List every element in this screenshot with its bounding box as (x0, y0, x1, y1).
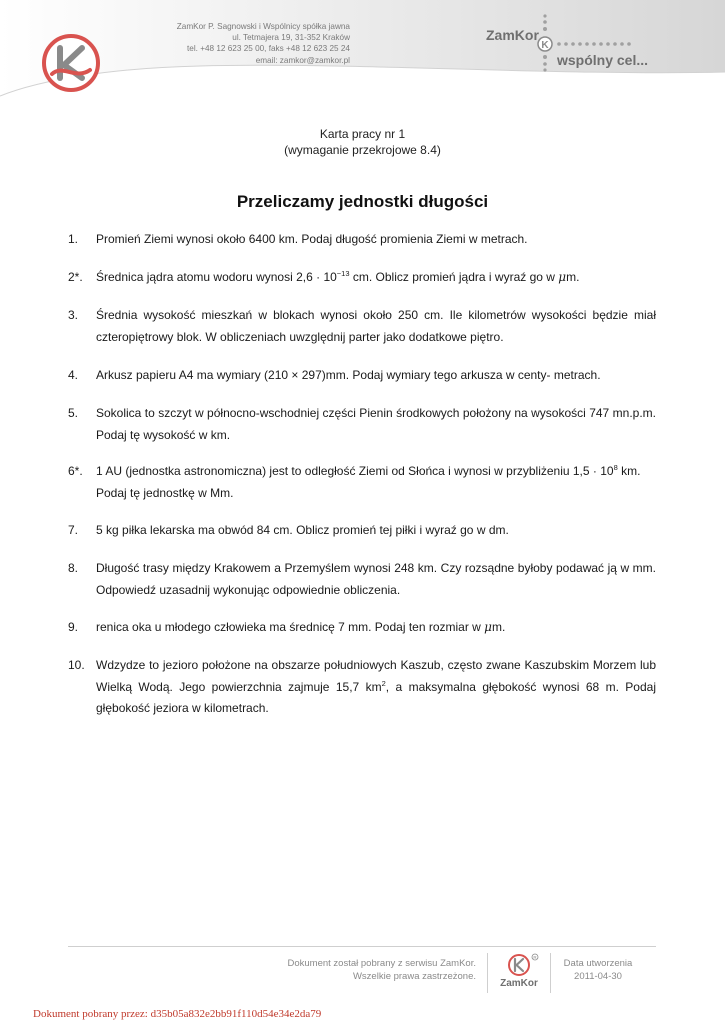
task-item (68, 520, 656, 542)
worksheet-number: Karta pracy nr 1 (319, 127, 406, 141)
company-name: ZamKor P. Sagnowski i Wspólnicy spółka jawna (176, 22, 350, 31)
task-text-part: Wdzydze to jezioro położone na obszarze południowych Kaszub, często zwane Kaszubskim Morzem lub Wielką Wodą. Jego powierzchnia zajmuje 15,7 km (96, 658, 656, 694)
task-item (68, 365, 656, 387)
micro-symbol: μ (558, 270, 567, 284)
zamkor-logo-icon (42, 34, 100, 92)
creation-date-value: 2011-04-30 (574, 971, 622, 982)
task-number: 7. (68, 523, 79, 537)
task-number: 9. (68, 620, 79, 634)
brand-slogan: wspólny cel... (557, 52, 649, 68)
task-text: Sokolica to szczyt w północno-wschodniej części Pienin środkowych położony na wysokości 747 mn.p.m. Podaj tę wysokość w km. (96, 406, 656, 442)
micro-symbol: μ (484, 620, 492, 634)
task-text (96, 655, 656, 720)
brand-block (486, 14, 686, 84)
task-text: Promień Ziemi wynosi około 6400 km. Podaj długość promienia Ziemi w metrach. (96, 232, 528, 246)
company-phone: tel. +48 12 623 25 00, faks +48 12 623 25 24 (187, 44, 350, 54)
brand-name: ZamKor (486, 27, 539, 43)
task-item (68, 461, 656, 504)
task-text (96, 461, 656, 504)
task-item (68, 655, 656, 720)
svg-text:R: R (533, 954, 537, 960)
task-number: 4. (68, 368, 79, 382)
task-text-part: Średnica jądra atomu wodoru wynosi 2,6 · 10 (96, 270, 337, 284)
download-watermark: Dokument pobrany przez: d35b05a832e2bb91f110d54e34e2da79 (33, 1008, 322, 1020)
task-item (68, 403, 656, 446)
exponent: 2 (381, 678, 386, 688)
creation-date-label: Data utworzenia (563, 958, 633, 969)
footer-logo-text: ZamKor (500, 978, 538, 989)
task-text-part: cm. Oblicz promień jądra i wyraź go w (349, 270, 559, 284)
exponent: 8 (613, 463, 618, 472)
footer-rights-text: Wszelkie prawa zastrzeżone. (352, 971, 476, 982)
task-item (68, 617, 656, 639)
task-item (68, 229, 656, 251)
svg-text:K: K (541, 40, 549, 51)
task-text (96, 617, 656, 639)
task-number: 1. (68, 232, 79, 246)
task-text: Arkusz papieru A4 ma wymiary (210 × 297)mm. Podaj wymiary tego arkusza w centy- metrach. (96, 368, 601, 382)
exponent: −13 (336, 269, 350, 278)
task-number: 3. (68, 308, 79, 322)
task-text-part: 1 AU (jednostka astronomiczna) jest to odległość Ziemi od Słońca i wynosi w przybliżeniu 1,5 · 10 (96, 464, 614, 478)
footer-separator (550, 953, 551, 993)
task-text-part: m. (566, 270, 580, 284)
company-address (150, 21, 350, 66)
task-number: 6*. (68, 464, 83, 478)
task-number: 8. (68, 561, 79, 575)
footer-source-text: Dokument został pobrany z serwisu ZamKor. (287, 958, 476, 969)
company-street: ul. Tetmajera 19, 31-352 Kraków (232, 33, 350, 43)
task-text (96, 267, 656, 289)
footer-separator (487, 953, 488, 993)
task-item (68, 305, 656, 348)
page-title: Przeliczamy jednostki długości (236, 192, 489, 211)
task-text-part: m. (491, 620, 506, 634)
footer-divider (68, 946, 656, 947)
task-number: 5. (68, 406, 79, 420)
task-text: Średnia wysokość mieszkań w blokach wynosi około 250 cm. Ile kilometrów wysokości będzie miał czteropiętrowy blok. W obliczeniach uwzględnij parter jako dodatkowe piętro. (96, 308, 656, 344)
zamkor-small-logo-icon (494, 953, 544, 979)
company-email: email: zamkor@zamkor.pl (255, 55, 350, 65)
footer-copyright (230, 957, 476, 983)
task-text: Długość trasy między Krakowem a Przemyślem wynosi 248 km. Czy rozsądne byłoby podawać ją w mm. Odpowiedź uzasadnij wykonując odpowiednie obliczenia. (96, 561, 656, 597)
task-text-part: km. Podaj tę jednostkę w Mm. (96, 464, 641, 500)
footer-logo (494, 953, 544, 993)
task-item (68, 558, 656, 601)
task-number: 2*. (68, 270, 83, 284)
worksheet-requirement: (wymaganie przekrojowe 8.4) (284, 143, 441, 157)
creation-date (556, 957, 640, 983)
task-number: 10. (68, 658, 85, 672)
task-text-part: , a maksymalna głębokość wynosi 68 m. Podaj głębokość jeziora w kilometrach. (96, 679, 656, 715)
task-text: 5 kg piłka lekarska ma obwód 84 cm. Oblicz promień tej piłki i wyraź go w dm. (96, 523, 509, 537)
task-text-part: renica oka u młodego człowieka ma średnicę 7 mm. Podaj ten rozmiar w (96, 620, 485, 634)
task-item (68, 267, 656, 289)
brand-dots-icon (486, 14, 686, 84)
